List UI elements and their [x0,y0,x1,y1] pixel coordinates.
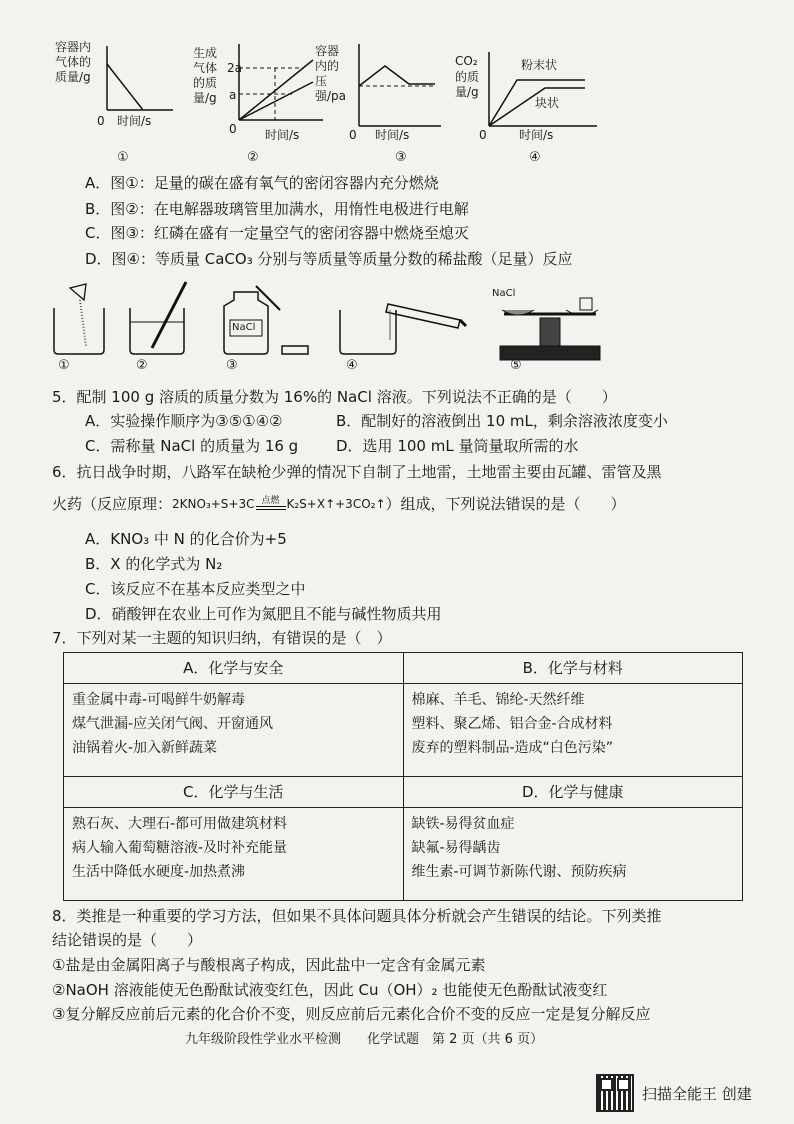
q7-d-line-2: 缺氟-易得龋齿 [411,840,501,856]
graph-1-xlabel: 时间/s [117,114,152,128]
graph-4-number: ④ [529,150,541,165]
q7-body-d [403,808,743,901]
apparatus-2 [130,282,186,354]
q4-option-a: A．图①：足量的碳在盛有氧气的密闭容器内充分燃烧 [85,174,439,192]
q7-head-a: A．化学与安全 [64,653,404,684]
graph-4-curve2-label: 块状 [535,96,560,110]
q6-option-a: A．KNO₃ 中 N 的化合价为+5 [85,530,287,548]
graph-1-ylabel: 容器内气体的质量/g [55,40,92,84]
q7-table [63,652,743,901]
q6-condition: 点燃 [261,496,280,506]
graph-1-origin: 0 [97,114,105,128]
scanner-watermark [596,1074,752,1112]
q4-option-b: B．图②：在电解器玻璃管里加满水，用惰性电极进行电解 [85,200,469,218]
graph-4-ylabel: 的质量/g [455,70,480,99]
graph-2-origin: 0 [229,122,237,136]
apparatus-row [40,280,720,375]
qr-code-icon [596,1074,634,1112]
graph-4-xlabel: 时间/s [519,128,554,142]
graph-3 [315,38,445,168]
q6-stem-post: ）组成，下列说法错误的是（ ） [385,495,626,513]
q8-item-3: ③复分解反应前后元素的化合价不变，则反应前后元素化合价不变的反应一定是复分解反应 [52,1005,651,1023]
apparatus-1 [54,284,104,354]
graph-4-plot [455,38,605,138]
balance-label: NaCl [492,288,516,299]
q6-equation-right: K₂S+X↑+3CO₂↑ [286,497,386,511]
q7-a-line-3: 油锅着火-加入新鲜蔬菜 [72,740,218,756]
graph-3-ylabel: 容器内的压强/pa [315,44,347,103]
graph-3-curve [359,66,435,86]
q8-item-1: ①盐是由金属阳离子与酸根离子构成，因此盐中一定含有金属元素 [52,956,486,974]
q7-c-line-3: 生活中降低水硬度-加热煮沸 [72,864,246,880]
q7-head-c: C．化学与生活 [64,777,404,808]
q7-stem: 7．下列对某一主题的知识归纳，有错误的是（ ） [52,629,392,647]
q4-option-c: C．图③：红磷在盛有一定量空气的密闭容器中燃烧至熄灭 [85,224,469,242]
graph-2-tick-a: a [229,88,237,102]
q7-a-line-1: 重金属中毒-可喝鲜牛奶解毒 [72,692,246,708]
graph-1-plot [55,38,175,138]
apparatus-label-2: ② [136,358,148,373]
apparatus-label-5: ⑤ [510,358,522,373]
q6-equation-arrow [256,496,286,516]
q5-option-b: B．配制好的溶液倒出 10 mL，剩余溶液浓度变小 [336,412,668,430]
q8-stem-line2: 结论错误的是（ ） [52,931,203,949]
graph-4-ylabel-top: CO₂ [455,54,478,68]
graph-2-plot [193,38,333,138]
apparatus-4 [340,304,466,354]
graph-1-curve [107,64,143,110]
bottle-label: NaCl [232,322,256,333]
q6-equals-sign [256,506,286,510]
graph-3-xlabel: 时间/s [375,128,410,142]
graph-2-tick-2a: 2a [227,61,242,75]
graph-4-origin: 0 [479,128,487,142]
graph-4 [455,38,605,168]
q7-a-line-2: 煤气泄漏-应关闭气阀、开窗通风 [72,716,274,732]
q6-stem-pre: 火药（反应原理： [52,495,173,513]
q6-stem-line1: 6．抗日战争时期，八路军在缺枪少弹的情况下自制了土地雷，土地雷主要由瓦罐、雷管及黑 [52,463,662,481]
q7-b-line-3: 废弃的塑料制品-造成“白色污染” [411,740,614,756]
q7-body-b [403,684,743,777]
q5-option-c: C．需称量 NaCl 的质量为 16 g [85,437,299,455]
q7-head-d: D．化学与健康 [403,777,743,808]
q5-option-d: D．选用 100 mL 量筒量取所需的水 [336,437,579,455]
graph-row [55,38,615,168]
q6-option-c: C．该反应不在基本反应类型之中 [85,580,306,598]
q7-body-c [64,808,404,901]
q7-body-a [64,684,404,777]
graph-2-curve-1 [239,60,313,120]
scanner-watermark-text: 扫描全能王 创建 [642,1084,752,1103]
apparatus-label-4: ④ [346,358,358,373]
q7-c-line-1: 熟石灰、大理石-都可用做建筑材料 [72,816,288,832]
graph-3-number: ③ [395,150,407,165]
apparatus-5 [500,298,600,360]
apparatus-label-3: ③ [226,358,238,373]
q7-b-line-1: 棉麻、羊毛、锦纶-天然纤维 [411,692,585,708]
graph-2-ylabel: 生成气体的质量/g [193,46,218,105]
q7-d-line-1: 缺铁-易得贫血症 [411,816,515,832]
graph-3-plot [315,38,445,138]
q4-option-d: D．图④：等质量 CaCO₃ 分别与等质量等质量分数的稀盐酸（足量）反应 [85,250,573,268]
graph-4-curve1-label: 粉末状 [521,58,558,72]
apparatus-3 [224,286,308,354]
q7-c-line-2: 病人输入葡萄糖溶液-及时补充能量 [72,840,288,856]
graph-2-number: ② [247,150,259,165]
q7-d-line-3: 维生素-可调节新陈代谢、预防疾病 [411,864,627,880]
apparatus-label-1: ① [58,358,70,373]
graph-3-origin: 0 [349,128,357,142]
q6-option-b: B．X 的化学式为 N₂ [85,555,223,573]
q8-item-2: ②NaOH 溶液能使无色酚酞试液变红色，因此 Cu（OH）₂ 也能使无色酚酞试液变红 [52,981,608,999]
q7-head-b: B．化学与材料 [403,653,743,684]
page-footer: 九年级阶段性学业水平检测 化学试题 第 2 页（共 6 页） [185,1032,544,1047]
q6-stem-line2 [52,492,626,516]
graph-1 [55,38,175,168]
graph-1-number: ① [117,150,129,165]
graph-2-xlabel: 时间/s [265,128,300,142]
q5-option-a: A．实验操作顺序为③⑤①④② [85,412,283,430]
q5-stem: 5．配制 100 g 溶质的质量分数为 16%的 NaCl 溶液。下列说法不正确的是（ ） [52,388,617,406]
q6-option-d: D．硝酸钾在农业上可作为氮肥且不能与碱性物质共用 [85,605,442,623]
graph-2-curve-2 [239,82,313,120]
q8-stem-line1: 8．类推是一种重要的学习方法，但如果不具体问题具体分析就会产生错误的结论。下列类推 [52,907,662,925]
q7-b-line-2: 塑料、聚乙烯、铝合金-合成材料 [411,716,613,732]
graph-2 [193,38,333,168]
q6-equation-left: 2KNO₃+S+3C [172,497,255,511]
